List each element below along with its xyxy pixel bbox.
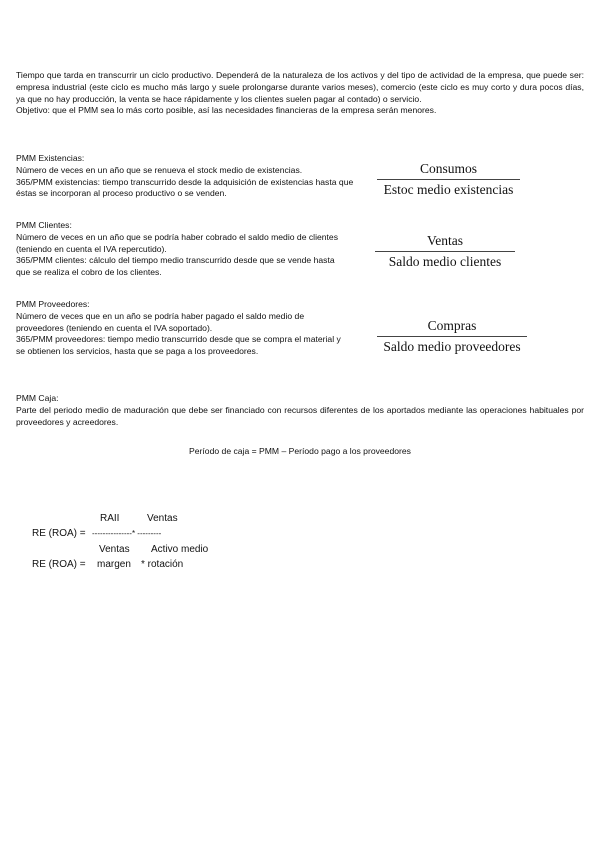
existencias-line2: 365/PMM existencias: tiempo transcurrido desde la adquisición de existencias hasta que éstas se incorporan al proceso productivo o se venden. <box>16 176 354 199</box>
existencias-denominator: Estoc medio existencias <box>383 182 514 197</box>
roa-margin: margen <box>97 559 131 570</box>
proveedores-section <box>16 299 346 358</box>
clientes-line1: Número de veces en un año que se podría haber cobrado el saldo medio de clientes (teniendo en cuenta el IVA repercutido). <box>16 231 338 254</box>
existencias-formula <box>377 161 520 198</box>
caja-formula: Período de caja = PMM – Período pago a los proveedores <box>189 446 411 456</box>
existencias-numerator: Consumos <box>377 161 520 180</box>
proveedores-line2: 365/PMM proveedores: tiempo medio transcurrido desde que se compra el material y se obtienen los servicios, hasta que se paga a los proveedores. <box>16 334 341 357</box>
proveedores-formula <box>377 318 527 355</box>
proveedores-line1: Número de veces que en un año se podría haber pagado el saldo medio de proveedores (teniendo en cuenta el IVA soportado). <box>16 310 305 333</box>
roa-dashes: ---------------* --------- <box>92 529 162 538</box>
roa-num2: Ventas <box>147 513 178 524</box>
objetivo-line: Objetivo: que el PMM sea lo más corto posible, así las necesidades financieras de la empresa serán menores. <box>16 105 437 116</box>
roa-label1: RE (ROA) = <box>32 528 86 539</box>
clientes-section <box>16 220 346 279</box>
clientes-formula <box>375 233 515 270</box>
clientes-denominator: Saldo medio clientes <box>388 254 502 269</box>
proveedores-denominator: Saldo medio proveedores <box>383 339 521 354</box>
roa-den2: Activo medio <box>151 544 209 555</box>
roa-label2: RE (ROA) = <box>32 559 86 570</box>
existencias-title: PMM Existencias: <box>16 153 85 163</box>
clientes-numerator: Ventas <box>375 233 515 252</box>
roa-rotation: * rotación <box>141 559 184 570</box>
intro-section <box>16 70 584 117</box>
caja-section <box>16 393 584 428</box>
roa-den1: Ventas <box>99 544 130 555</box>
caja-paragraph: Parte del periodo medio de maduración que debe ser financiado con recursos diferentes de los aportados mediante las operaciones habituales por proveedores y acreedores. <box>16 404 584 427</box>
existencias-section <box>16 153 361 200</box>
proveedores-title: PMM Proveedores: <box>16 299 90 309</box>
clientes-line2: 365/PMM clientes: cálculo del tiempo medio transcurrido desde que se vende hasta que se realiza el cobro de los clientes. <box>16 255 335 278</box>
clientes-title: PMM Clientes: <box>16 220 72 230</box>
roa-num1: RAII <box>100 513 120 524</box>
intro-paragraph: Tiempo que tarda en transcurrir un ciclo productivo. Dependerá de la naturaleza de los activos y del tipo de actividad de la empresa, que puede ser: empresa industrial (este ciclo es mucho más largo y suele prolongarse durante varios meses), comercio (este ciclo es muy corto y dura pocos días, ya que no hay producción, la venta se hace rápidamente y los clientes suelen pagar al contado) o servicio. <box>16 70 584 104</box>
existencias-line1: Número de veces en un año que se renueva el stock medio de existencias. <box>16 164 303 175</box>
caja-title: PMM Caja: <box>16 393 59 403</box>
proveedores-numerator: Compras <box>377 318 527 337</box>
